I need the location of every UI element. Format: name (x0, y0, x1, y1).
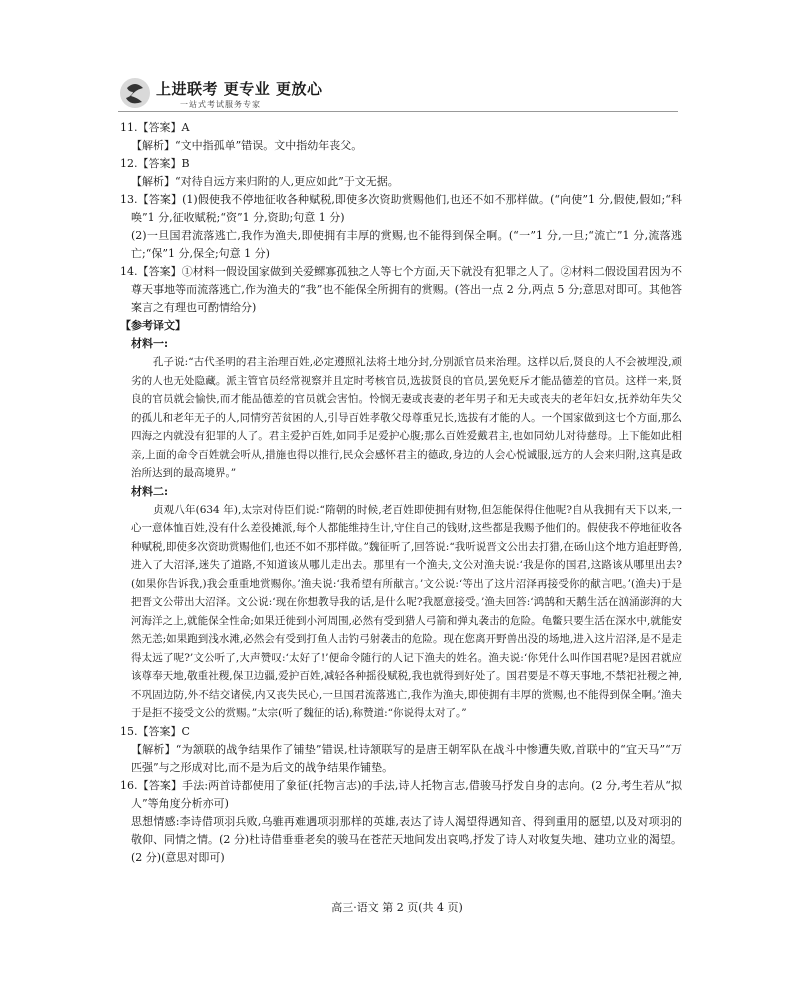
answer-13: 13.【答案】(1)假使我不停地征收各种赋税,即使多次资助赏赐他们,也还不如不那样做。(“向使”1 分,假使,假如;“科唤”1 分,征收赋税;“资”1 分,资助;句意 1 分) (120, 193, 682, 224)
header (118, 72, 418, 120)
answer-14: 14.【答案】①材料一假设国家做到关爱鳏寡孤独之人等七个方面,天下就没有犯罪之人了。②材料二假设国君因为不尊天事地等而流落逃亡,作为渔夫的“我”也不能保全所拥有的赏赐。(答出一点 2 分,两点 5 分;意思对即可。其他答案言之有理也可酌情给分) (120, 265, 682, 314)
material2-text: 贞观八年(634 年),太宗对侍臣们说:“隋朝的时候,老百姓即使拥有财物,但怎能保得住他呢?自从我拥有天下以来,一心一意体恤百姓,没有什么差役摊派,每个人都能维持生计,守住自己的钱财,这些都是我赐予他们的。假使我不停地征收各种赋税,即使多次资助赏赐他们,也还不如不那样做。”魏征听了,回答说:“我听说晋文公出去打猎,在砀山这个地方追赶野兽,进入了大沼泽,迷失了道路,不知道该从哪儿走出去。那里有一个渔夫,文公对渔夫说:‘我是你的国君,这路该从哪里出去?(如果你告诉我,)我会重重地赏赐你。’渔夫说:‘我希望有所献言。’文公说:‘等出了这片沼泽再接受你的献言吧。’(渔夫)于是把晋文公带出大沼泽。文公说:‘现在你想教导我的话,是什么呢?我愿意接受。’渔夫回答:‘鸿鹄和天鹅生活在汹涌澎湃的大河海洋之上,就能保全性命;如果迁徙到小河周围,必然有受到猎人弓箭和弹丸袭击的危险。龟鳖只要生活在深水中,就能安然无恙;如果跑到浅水滩,必然会有受到打鱼人击钓弓射袭击的危险。现在您离开野兽出没的场地,进入这片沼泽,是不是走得太远了呢?’文公听了,大声赞叹:‘太好了!’便命令随行的人记下渔夫的姓名。渔夫说:‘你凭什么叫作国君呢?是因君就应该尊奉天地,敬重社稷,保卫边疆,爱护百姓,减轻各种摇役赋税,我也就得到好处了。国君要是不尊天事地,不禁祀社稷之神,不巩固边防,外不结交诸侯,内又丧失民心,一旦国君流落逃亡,我作为渔夫,即使拥有丰厚的赏赐,也不能得到保全啊。’渔夫于是拒不接受文公的赏赐。”太宗(听了魏征的话),称赞道:“你说得太对了。” (131, 503, 682, 719)
logo-swirl-icon (118, 76, 152, 110)
answer-11: 11.【答案】A (120, 121, 190, 134)
answer-16-emotion: 思想情感:李诗借项羽兵败,乌骓再难遇项羽那样的英雄,表达了诗人渴望得遇知音、得到重用的愿望,以及对项羽的敬仰、同情之情。(2 分)杜诗借垂垂老矣的骏马在苍茫天地间发出哀鸣,抒发了诗人对收复失地、建功立业的渴望。(2 分)(意思对即可) (131, 814, 682, 864)
material1-title: 材料一: (131, 337, 169, 350)
material1-text: 孔子说:“古代圣明的君主治理百姓,必定遵照礼法将土地分封,分别派官员来治理。这样以后,贤良的人不会被埋没,顽劣的人也无处隐藏。派主管官员经常视察并且定时考核官员,选拔贤良的官员,罢免贬斥才能品德差的官员。这样一来,贤良的官员就会愉快,而才能品德差的官员就会害怕。怜悯无妻或丧妻的老年男子和无夫或丧夫的老年妇女,抚养幼年失父的孤儿和老年无子的人,同情穷苦贫困的人,引导百姓孝敬父母尊重兄长,选拔有才能的人。一个国家做到这七个方面,那么四海之内就没有犯罪的人了。君主爱护百姓,如同手足爱护心腹;那么百姓爱戴君主,也如同幼儿对待慈母。上下能如此相亲,上面的命令百姓就会听从,措施也得以推行,民众会感怀君主的德政,身边的人会心悦诚服,远方的人会来归附,这真是政治所达到的最高境界。” (131, 356, 682, 479)
answer-15: 15.【答案】C (120, 724, 190, 738)
brand-slogan: 上进联考 更专业 更放心 (156, 80, 323, 98)
analysis-15: 【解析】“为颔联的战争结果作了铺垫”错误,杜诗颔联写的是唐王朝军队在战斗中惨遭失败,首联中的“宜天马”“万匹强”与之形成对比,而不是为后文的战争结果作铺垫。 (131, 742, 682, 774)
header-divider (118, 111, 678, 112)
material2-title: 材料二: (131, 484, 169, 498)
translation-title: 【参考译文】 (120, 319, 186, 332)
answer-content (120, 119, 682, 867)
page-footer: 高三·语文 第 2 页(共 4 页) (331, 901, 463, 914)
brand-tagline: 一站式考试服务专家 (180, 100, 261, 109)
analysis-12: 【解析】“对待自远方来归附的人,更应如此”于文无据。 (131, 175, 399, 188)
analysis-11: 【解析】“文中指孤单”错误。文中指幼年丧父。 (131, 139, 363, 152)
answer-16: 16.【答案】手法:两首诗都使用了象征(托物言志)的手法,诗人托物言志,借骏马抒发自身的志向。(2 分,考生若从“拟人”等角度分析亦可) (120, 778, 682, 810)
answer-12: 12.【答案】B (120, 157, 190, 170)
answer-13-part2: (2)一旦国君流落逃亡,我作为渔夫,即使拥有丰厚的赏赐,也不能得到保全啊。(“一”1 分,一旦;“流亡”1 分,流落逃亡;“保”1 分,保全;句意 1 分) (131, 229, 682, 260)
